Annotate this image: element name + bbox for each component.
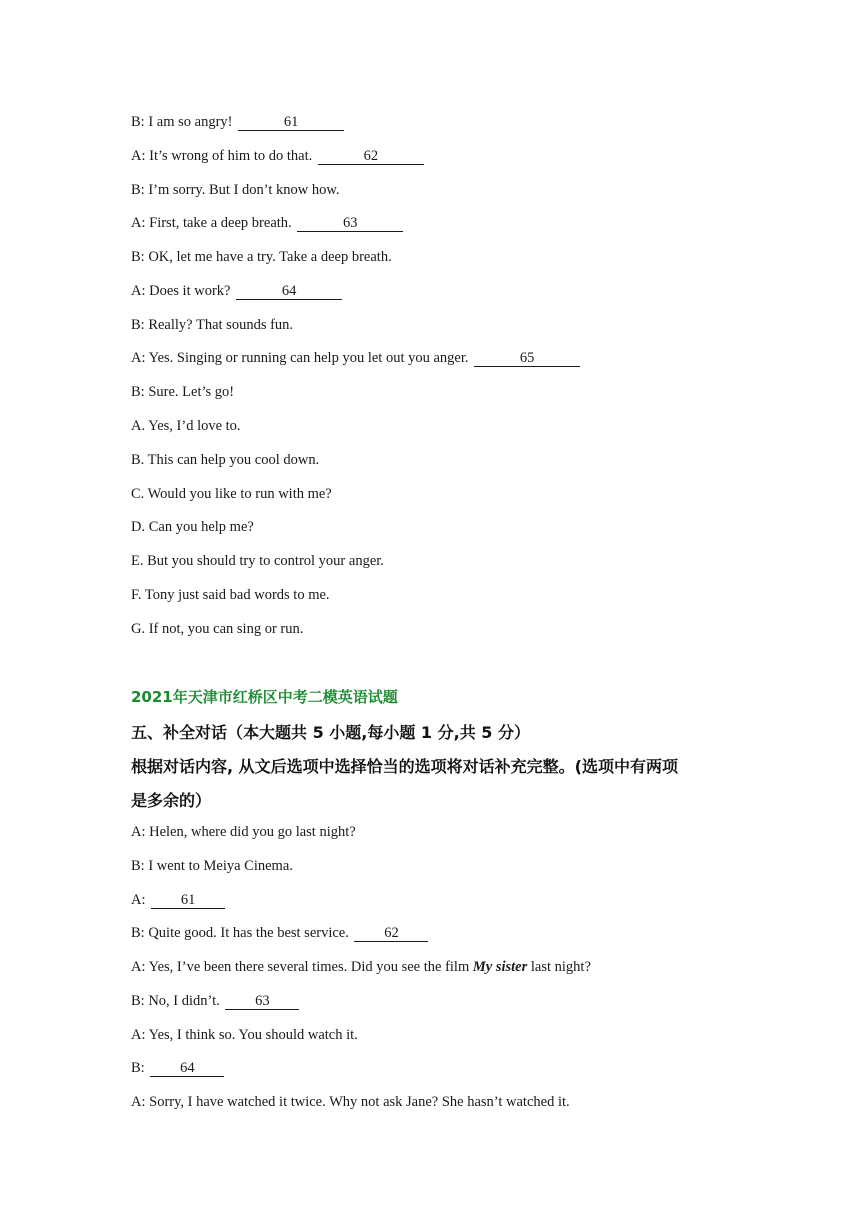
option-item: E. But you should try to control your anger. (131, 553, 384, 569)
answer-blank: 63 (225, 993, 299, 1010)
answer-blank: 61 (151, 892, 225, 909)
answer-blank: 65 (474, 350, 580, 367)
dialogue-line: B: No, I didn’t. 63 (131, 992, 299, 1010)
dialogue-line: B: Sure. Let’s go! (131, 384, 235, 400)
dialogue-line: B: I went to Meiya Cinema. (131, 858, 293, 874)
dialogue-line: A: Does it work? 64 (131, 282, 342, 300)
dialogue-line: B: Really? That sounds fun. (131, 317, 294, 333)
answer-blank: 64 (236, 283, 342, 300)
dialogue-line: A: Yes. Singing or running can help you let out you anger. 65 (131, 349, 580, 367)
dialogue-line: A: Sorry, I have watched it twice. Why not ask Jane? She hasn’t watched it. (131, 1094, 570, 1110)
dialogue-line: B: 64 (131, 1059, 224, 1077)
answer-blank: 63 (297, 215, 403, 232)
option-item: A. Yes, I’d love to. (131, 418, 241, 434)
answer-blank: 64 (150, 1060, 224, 1077)
answer-blank: 62 (318, 148, 424, 165)
film-title: My sister (472, 959, 528, 975)
option-item: G. If not, you can sing or run. (131, 621, 304, 637)
dialogue-line: A: Yes, I’ve been there several times. Did you see the film My sister last night? (131, 959, 591, 975)
section-heading: 五、补全对话（本大题共 5 小题,每小题 1 分,共 5 分） (131, 723, 530, 742)
option-item: F. Tony just said bad words to me. (131, 587, 330, 603)
dialogue-line: A: 61 (131, 891, 225, 909)
dialogue-line: A: Yes, I think so. You should watch it. (131, 1027, 358, 1043)
instruction-text: 根据对话内容, 从文后选项中选择恰当的选项将对话补充完整。(选项中有两项 (131, 757, 678, 776)
dialogue-line: A: First, take a deep breath. 63 (131, 214, 403, 232)
dialogue-line: A: Helen, where did you go last night? (131, 824, 356, 840)
instruction-text: 是多余的） (131, 791, 212, 810)
dialogue-line: A: It’s wrong of him to do that. 62 (131, 147, 424, 165)
section-title: 2021年天津市红桥区中考二模英语试题 (131, 688, 398, 706)
dialogue-line: B: Quite good. It has the best service. 62 (131, 924, 428, 942)
answer-blank: 61 (238, 114, 344, 131)
dialogue-line: B: I am so angry! 61 (131, 113, 344, 131)
option-item: D. Can you help me? (131, 519, 254, 535)
answer-blank: 62 (354, 925, 428, 942)
option-item: C. Would you like to run with me? (131, 486, 332, 502)
dialogue-line: B: OK, let me have a try. Take a deep breath. (131, 249, 392, 265)
option-item: B. This can help you cool down. (131, 452, 320, 468)
dialogue-line: B: I’m sorry. But I don’t know how. (131, 182, 340, 198)
